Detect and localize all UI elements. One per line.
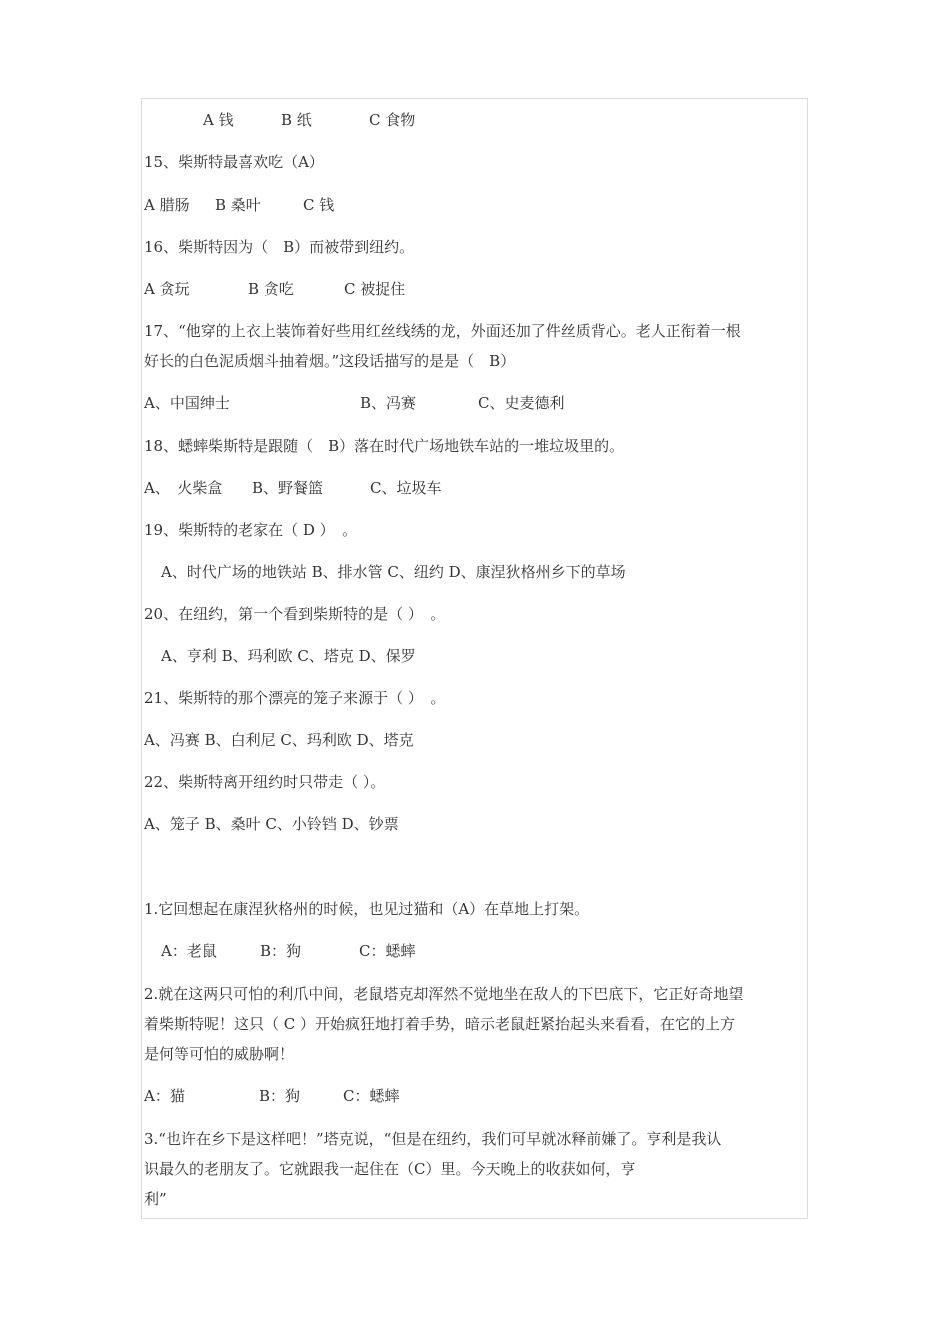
question-21-options: A、冯赛 B、白利尼 C、玛利欧 D、塔克 xyxy=(144,731,414,749)
option-b: B、冯赛 xyxy=(360,394,417,412)
question-18: 18、蟋蟀柴斯特是跟随（ B）落在时代广场地铁车站的一堆垃圾里的。 xyxy=(144,437,625,455)
passage-question-1-options xyxy=(161,942,415,960)
passage-question-2-line-2: 着柴斯特呢！这只（ C ）开始疯狂地打着手势，暗示老鼠赶紧抬起头来看看，在它的上方 xyxy=(144,1015,736,1033)
passage-question-2-line-1: 2.就在这两只可怕的利爪中间，老鼠塔克却浑然不觉地坐在敌人的下巴底下，它正好奇地望 xyxy=(144,985,744,1003)
option-a: A：猫 xyxy=(144,1087,185,1105)
passage-question-2-options xyxy=(144,1087,399,1105)
option-c: C 食物 xyxy=(369,111,416,129)
question-16-options xyxy=(144,280,405,298)
option-a: A、中国绅士 xyxy=(144,394,230,412)
option-a: A 腊肠 xyxy=(144,196,190,214)
question-19-options: A、时代广场的地铁站 B、排水管 C、纽约 D、康涅狄格州乡下的草场 xyxy=(161,563,626,581)
question-17-options xyxy=(144,394,564,412)
question-22: 22、柴斯特离开纽约时只带走（ ）。 xyxy=(144,773,386,791)
option-b: B：狗 xyxy=(259,1087,301,1105)
option-b: B 桑叶 xyxy=(215,196,261,214)
option-a: A 钱 xyxy=(203,111,234,129)
option-c: C 钱 xyxy=(303,196,335,214)
option-c: C 被捉住 xyxy=(344,280,406,298)
option-c: C、史麦德利 xyxy=(478,394,565,412)
option-c: C：蟋蟀 xyxy=(359,942,416,960)
option-a: A：老鼠 xyxy=(161,942,217,960)
question-16: 16、柴斯特因为（ B）而被带到纽约。 xyxy=(144,238,415,256)
q14-options xyxy=(203,111,415,129)
question-18-options xyxy=(144,479,441,497)
question-19: 19、柴斯特的老家在（ D ） 。 xyxy=(144,521,358,539)
question-15: 15、柴斯特最喜欢吃（A） xyxy=(144,153,324,171)
passage-question-3-line-3: 利” xyxy=(144,1190,167,1208)
option-b: B、野餐篮 xyxy=(252,479,324,497)
question-15-options xyxy=(144,196,334,214)
question-21: 21、柴斯特的那个漂亮的笼子来源于（ ） 。 xyxy=(144,689,446,707)
option-c: C、垃圾车 xyxy=(370,479,442,497)
question-20: 20、在纽约，第一个看到柴斯特的是（ ） 。 xyxy=(144,605,446,623)
question-22-options: A、笼子 B、桑叶 C、小铃铛 D、钞票 xyxy=(144,815,399,833)
passage-question-3-line-2: 识最久的老朋友了。它就跟我一起住在（C）里。今天晚上的收获如何，亨 xyxy=(144,1160,636,1178)
passage-question-2-line-3: 是何等可怕的威胁啊！ xyxy=(144,1045,295,1063)
option-b: B 贪吃 xyxy=(248,280,294,298)
question-20-options: A、亨利 B、玛利欧 C、塔克 D、保罗 xyxy=(161,647,416,665)
passage-question-3-line-1: 3.“也许在乡下是这样吧！”塔克说，“但是在纽约，我们可早就冰释前嫌了。亨利是我认 xyxy=(144,1130,722,1148)
question-17-line-1: 17、“他穿的上衣上装饰着好些用红丝线绣的龙，外面还加了件丝质背心。老人正衔着一根 xyxy=(144,322,741,340)
option-a: A 贪玩 xyxy=(144,280,190,298)
option-c: C：蟋蟀 xyxy=(343,1087,400,1105)
question-17-line-2: 好长的白色泥质烟斗抽着烟。”这段话描写的是是（ B） xyxy=(144,352,516,370)
option-b: B：狗 xyxy=(260,942,302,960)
option-a: A、 火柴盒 xyxy=(144,479,223,497)
option-b: B 纸 xyxy=(281,111,312,129)
passage-question-1: 1.它回想起在康涅狄格州的时候，也见过猫和（A）在草地上打架。 xyxy=(144,900,590,918)
